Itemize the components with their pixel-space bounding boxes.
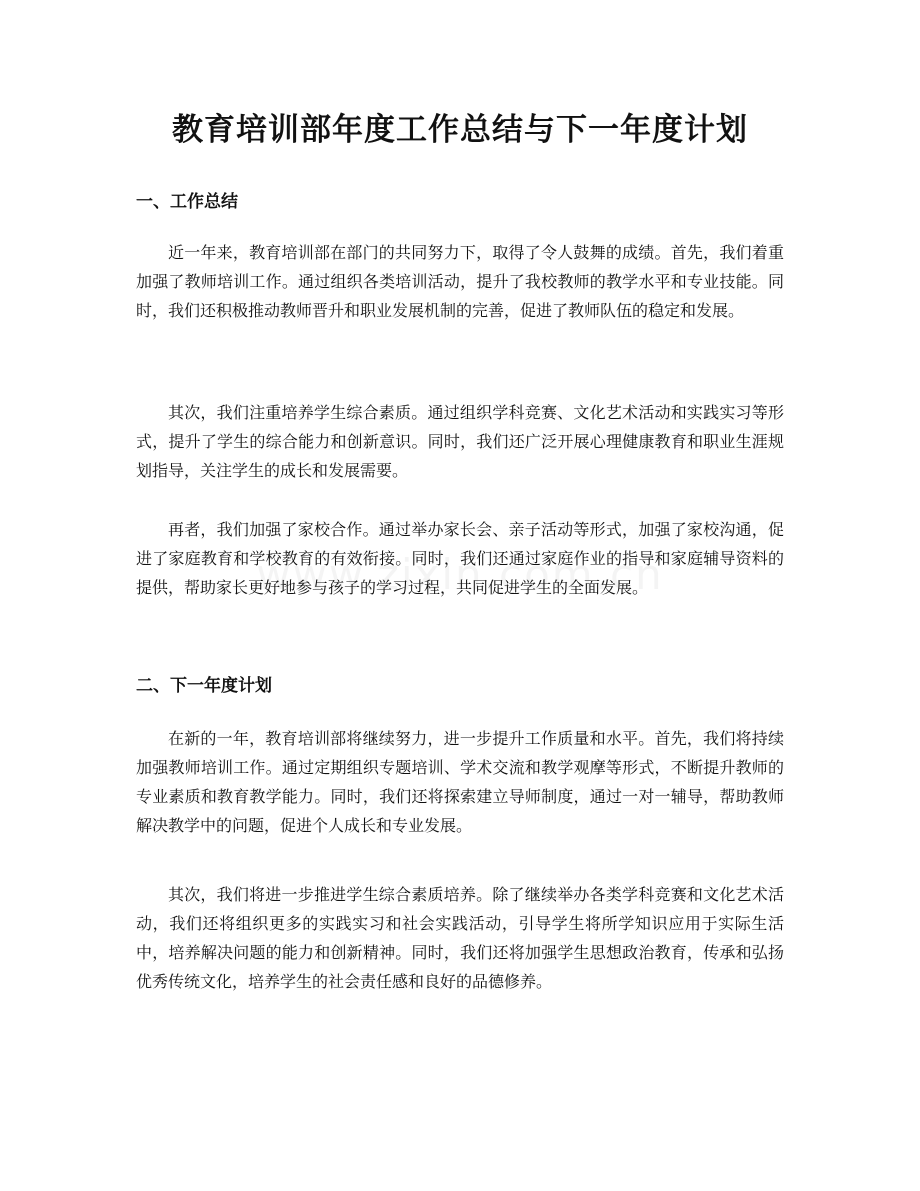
paragraph-summary-3: 再者，我们加强了家校合作。通过举办家长会、亲子活动等形式，加强了家校沟通，促进了家庭教育和学校教育的有效衔接。同时，我们还通过家庭作业的指导和家庭辅导资料的提供，帮助家长更好地参与孩子的学习过程，共同促进学生的全面发展。 — [136, 520, 784, 597]
section-heading-summary: 一、工作总结 — [136, 192, 238, 212]
paragraph-plan-2: 其次，我们将进一步推进学生综合素质培养。除了继续举办各类学科竞赛和文化艺术活动，我们还将组织更多的实践实习和社会实践活动，引导学生将所学知识应用于实际生活中，培养解决问题的能力和创新精神。同时，我们还将加强学生思想政治教育，传承和弘扬优秀传统文化，培养学生的社会责任感和良好的品德修养。 — [136, 885, 784, 991]
paragraph-summary-2: 其次，我们注重培养学生综合素质。通过组织学科竞赛、文化艺术活动和实践实习等形式，提升了学生的综合能力和创新意识。同时，我们还广泛开展心理健康教育和职业生涯规划指导，关注学生的成长和发展需要。 — [136, 403, 784, 480]
paragraph-plan-1: 在新的一年，教育培训部将继续努力，进一步提升工作质量和水平。首先，我们将持续加强教师培训工作。通过定期组织专题培训、学术交流和教学观摩等形式，不断提升教师的专业素质和教育教学能力。同时，我们还将探索建立导师制度，通过一对一辅导，帮助教师解决教学中的问题，促进个人成长和专业发展。 — [136, 729, 784, 835]
document-title: 教育培训部年度工作总结与下一年度计划 — [172, 112, 748, 148]
paragraph-summary-1: 近一年来，教育培训部在部门的共同努力下，取得了令人鼓舞的成绩。首先，我们着重加强了教师培训工作。通过组织各类培训活动，提升了我校教师的教学水平和专业技能。同时，我们还积极推动教师晋升和职业发展机制的完善，促进了教师队伍的稳定和发展。 — [136, 243, 784, 320]
section-heading-plan: 二、下一年度计划 — [136, 676, 272, 696]
